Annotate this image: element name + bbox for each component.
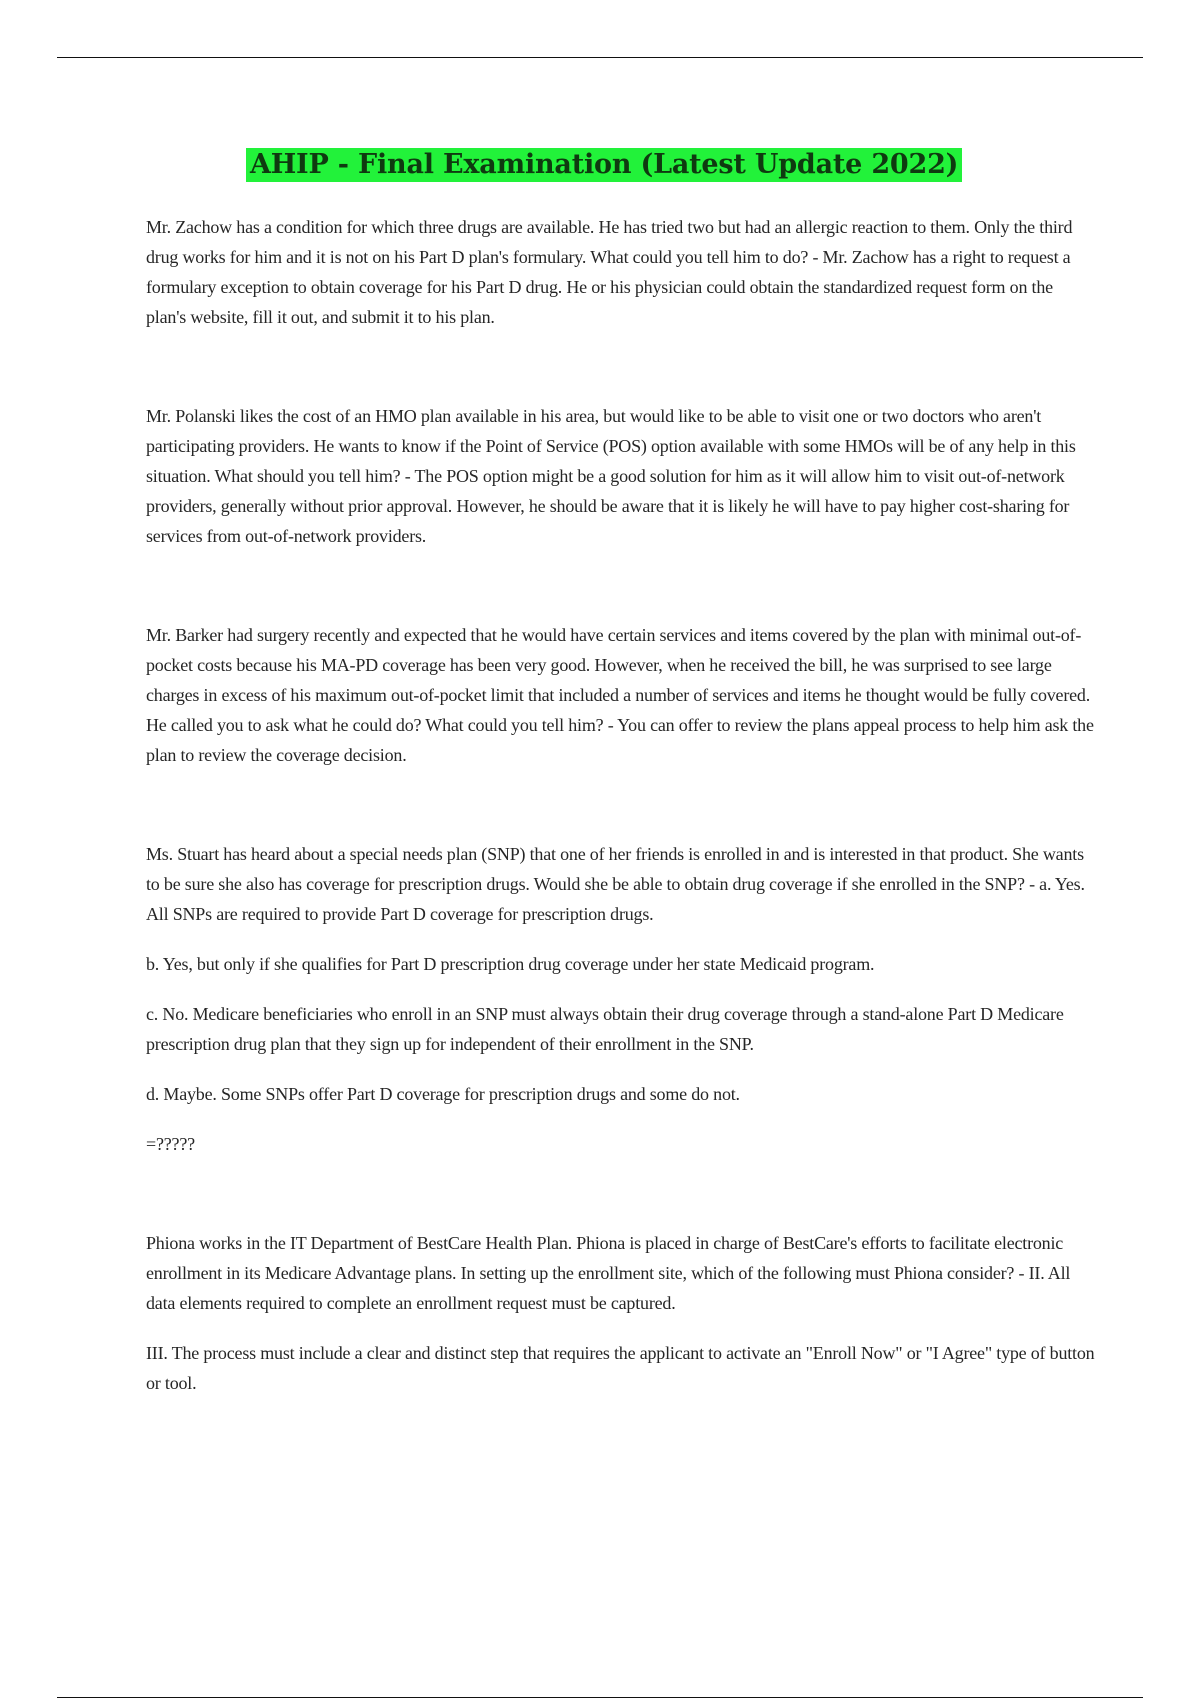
- spacer: [146, 551, 1096, 620]
- header-rule: [57, 57, 1143, 58]
- question-phiona: Phiona works in the IT Department of BestCare Health Plan. Phiona is placed in charge of BestCare's efforts to facilitate electronic enrollment in its Medicare Advantage plans. In setting up the enrollment site, which of the following must Phiona consider? - II. All data elements required to complete an enrollment request must be captured.: [146, 1233, 1071, 1313]
- question-block-polanski: [146, 401, 1096, 551]
- question-polanski: Mr. Polanski likes the cost of an HMO plan available in his area, but would like to be able to visit one or two doctors who aren't participating providers. He wants to know if the Point of Service (POS) option available with some HMOs will be of any help in this situation. What should you tell him? - The POS option might be a good solution for him as it will allow him to visit out-of-network providers, generally without prior approval. However, he should be aware that it is likely he will have to pay higher cost-sharing for services from out-of-network providers.: [146, 406, 1076, 546]
- document-body: [146, 140, 1096, 1398]
- question-block-phiona: [146, 1228, 1096, 1398]
- question-block-stuart: [146, 839, 1096, 1159]
- option-c: c. No. Medicare beneficiaries who enroll in an SNP must always obtain their drug coverage through a stand-alone Part D Medicare prescription drug plan that they sign up for independent of their enrollment in the SNP.: [146, 1004, 1064, 1054]
- option-d: d. Maybe. Some SNPs offer Part D coverage for prescription drugs and some do not.: [146, 1084, 740, 1104]
- question-block-barker: [146, 620, 1096, 770]
- answer-marker: =?????: [146, 1134, 195, 1154]
- footer-rule: [57, 1697, 1143, 1698]
- spacer: [146, 332, 1096, 401]
- spacer: [146, 1159, 1096, 1228]
- question-zachow: Mr. Zachow has a condition for which three drugs are available. He has tried two but had an allergic reaction to them. Only the third drug works for him and it is not on his Part D plan's formulary. What could you tell him to do? - Mr. Zachow has a right to request a formulary exception to obtain coverage for his Part D drug. He or his physician could obtain the standardized request form on the plan's website, fill it out, and submit it to his plan.: [146, 217, 1073, 327]
- spacer: [146, 770, 1096, 839]
- title-wrap: [246, 148, 1096, 182]
- question-stuart: Ms. Stuart has heard about a special needs plan (SNP) that one of her friends is enrolled in and is interested in that product. She wants to be sure she also has coverage for prescription drugs. Would she be able to obtain drug coverage if she enrolled in the SNP? - a. Yes. All SNPs are required to provide Part D coverage for prescription drugs.: [146, 844, 1085, 924]
- document-title: AHIP - Final Examination (Latest Update 2022): [246, 148, 962, 182]
- question-block-zachow: [146, 212, 1096, 332]
- question-barker: Mr. Barker had surgery recently and expected that he would have certain services and items covered by the plan with minimal out-of-pocket costs because his MA-PD coverage has been very good. However, when he received the bill, he was surprised to see large charges in excess of his maximum out-of-pocket limit that included a number of services and items he thought would be fully covered. He called you to ask what he could do? What could you tell him? - You can offer to review the plans appeal process to help him ask the plan to review the coverage decision.: [146, 625, 1094, 765]
- item-iii: III. The process must include a clear and distinct step that requires the applicant to activate an "Enroll Now" or "I Agree" type of button or tool.: [146, 1343, 1095, 1393]
- option-b: b. Yes, but only if she qualifies for Part D prescription drug coverage under her state Medicaid program.: [146, 954, 875, 974]
